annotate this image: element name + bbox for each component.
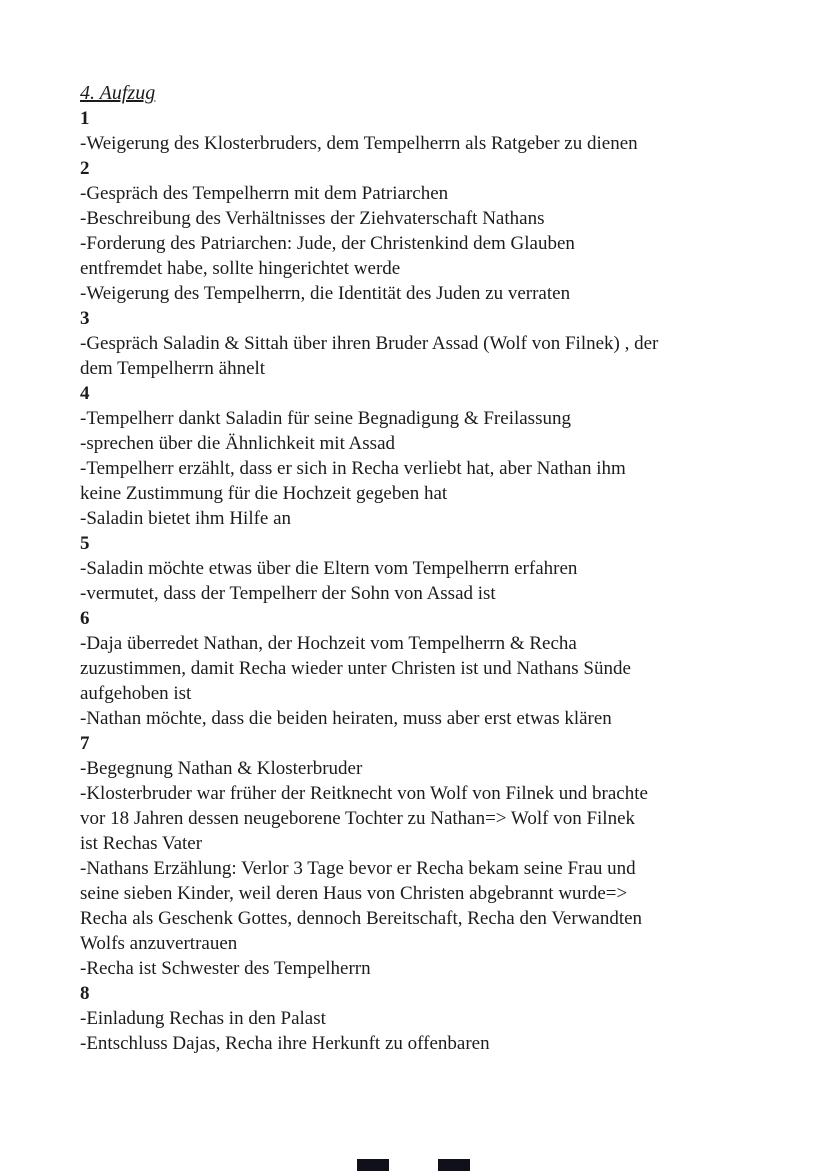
section-number: 8: [80, 983, 90, 1004]
bullet-line: -Beschreibung des Verhältnisses der Ziehvaterschaft Nathans: [80, 208, 545, 229]
bullet-line: -Gespräch Saladin & Sittah über ihren Bruder Assad (Wolf von Filnek) , der dem Tempelherrn ähnelt: [80, 333, 659, 379]
bullet-line: -Nathan möchte, dass die beiden heiraten, muss aber erst etwas klären: [80, 708, 612, 729]
section-number: 2: [80, 158, 90, 179]
bullet-line: -Gespräch des Tempelherrn mit dem Patriarchen: [80, 183, 449, 204]
bullet-line: -Einladung Rechas in den Palast: [80, 1008, 326, 1029]
notes-page: [80, 80, 760, 1056]
bullet-line: -vermutet, dass der Tempelherr der Sohn von Assad ist: [80, 583, 496, 604]
sections-container: [80, 106, 760, 1056]
bullet-line: -sprechen über die Ähnlichkeit mit Assad: [80, 433, 396, 454]
bottom-bar-fragment: [357, 1159, 389, 1171]
bottom-bar-fragment: [438, 1159, 470, 1171]
bullet-line: -Weigerung des Klosterbruders, dem Tempelherrn als Ratgeber zu dienen: [80, 133, 638, 154]
page-title: 4. Aufzug: [80, 82, 156, 104]
bullet-line: -Forderung des Patriarchen: Jude, der Christenkind dem Glauben entfremdet habe, sollte hingerichtet werde: [80, 233, 575, 279]
bullet-line: -Daja überredet Nathan, der Hochzeit vom Tempelherrn & Recha zuzustimmen, damit Recha wieder unter Christen ist und Nathans Sünde aufgehoben ist: [80, 633, 631, 704]
section-number: 4: [80, 383, 90, 404]
section-number: 3: [80, 308, 90, 329]
bullet-line: -Saladin bietet ihm Hilfe an: [80, 508, 292, 529]
bullet-line: -Klosterbruder war früher der Reitknecht von Wolf von Filnek und brachte vor 18 Jahren dessen neugeborene Tochter zu Nathan=> Wolf von Filnek ist Rechas Vater: [80, 783, 648, 854]
bullet-line: -Entschluss Dajas, Recha ihre Herkunft zu offenbaren: [80, 1033, 490, 1054]
section-number: 1: [80, 108, 90, 129]
section-number: 7: [80, 733, 90, 754]
bullet-line: -Recha ist Schwester des Tempelherrn: [80, 958, 371, 979]
bullet-line: -Saladin möchte etwas über die Eltern vom Tempelherrn erfahren: [80, 558, 578, 579]
bullet-line: -Tempelherr erzählt, dass er sich in Recha verliebt hat, aber Nathan ihm keine Zustimmung für die Hochzeit gegeben hat: [80, 458, 626, 504]
section-number: 6: [80, 608, 90, 629]
section-number: 5: [80, 533, 90, 554]
bullet-line: -Tempelherr dankt Saladin für seine Begnadigung & Freilassung: [80, 408, 571, 429]
bullet-line: -Begegnung Nathan & Klosterbruder: [80, 758, 363, 779]
bullet-line: -Weigerung des Tempelherrn, die Identität des Juden zu verraten: [80, 283, 571, 304]
bullet-line: -Nathans Erzählung: Verlor 3 Tage bevor er Recha bekam seine Frau und seine sieben Kinder, weil deren Haus von Christen abgebrannt wurde=> Recha als Geschenk Gottes, dennoch Bereitschaft, Recha den Verwandten Wolfs anzuvertrauen: [80, 858, 643, 954]
